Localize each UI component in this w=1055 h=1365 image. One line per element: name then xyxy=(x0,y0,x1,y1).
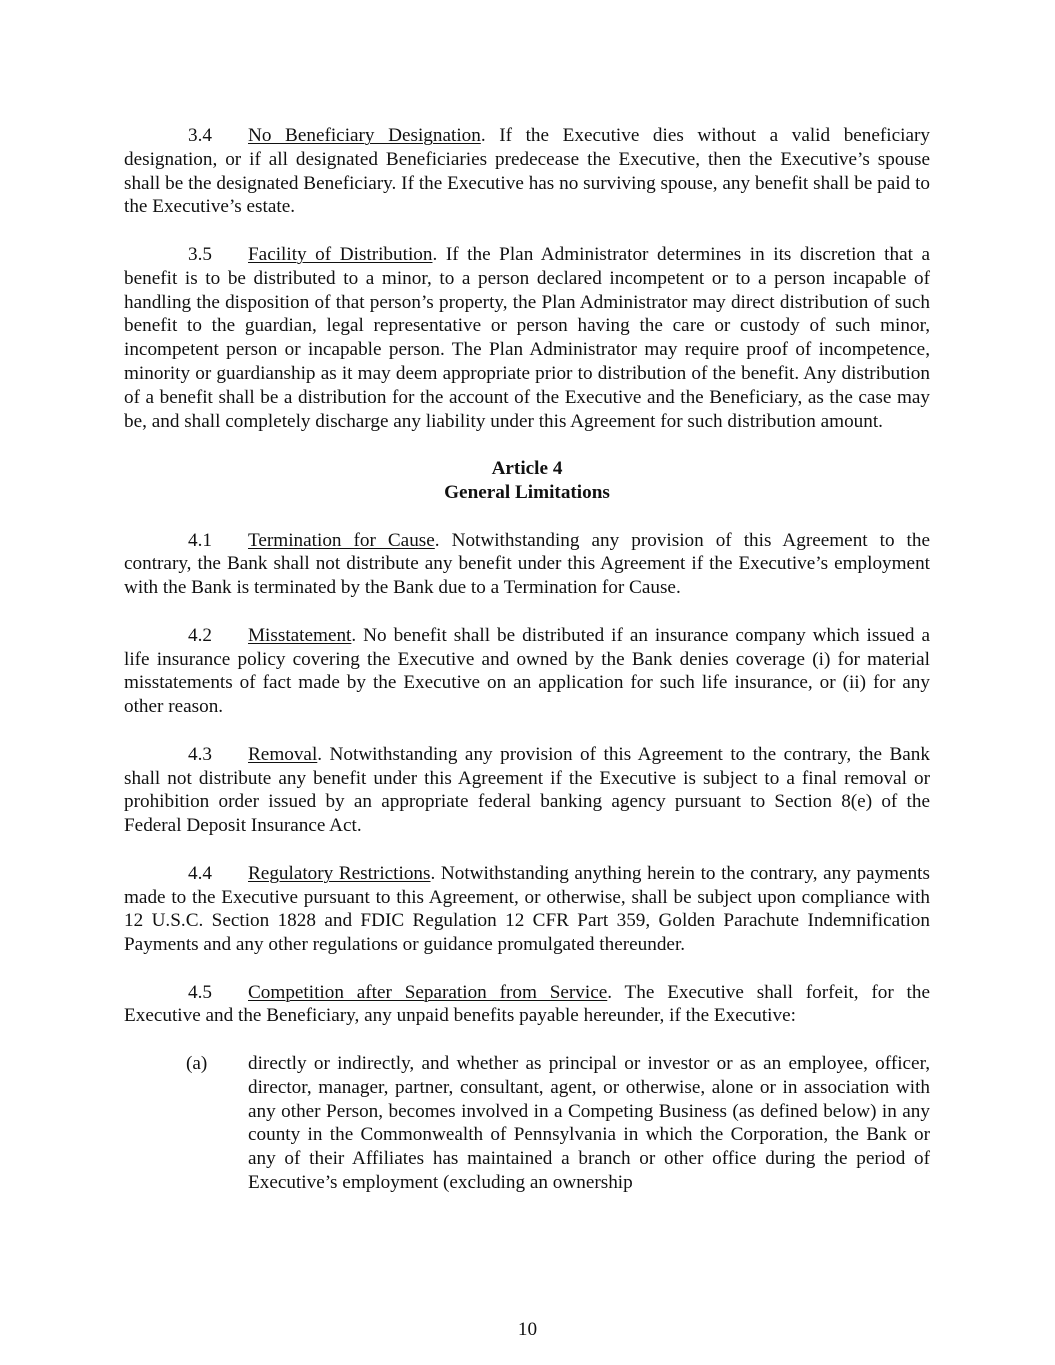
section-text: . If the Executive dies without a valid beneficiary designation, or if all designated Beneficiaries predecease the Executive, then the Executive’s spouse shall be the designated Beneficiary. If the Executive has no surviving spouse, any benefit shall be paid to the Executive’s estate. xyxy=(124,125,930,218)
section-number: 4.3 xyxy=(188,743,212,765)
section-number: 4.4 xyxy=(188,862,212,884)
section-number: 4.2 xyxy=(188,624,212,646)
section-text: . Notwithstanding anything herein to the contrary, any payments made to the Executive pursuant to this Agreement, or otherwise, shall be subject upon compliance with 12 U.S.C. Section 1828 and FDIC Regulation 12 CFR Part 359, Golden Parachute Indemnification Payments and any other regulations or guidance promulgated thereunder. xyxy=(124,862,930,956)
section-text: . No benefit shall be distributed if an insurance company which issued a life insurance policy covering the Executive and owned by the Bank denies coverage (i) for material misstatements of fact made by the Executive on an application for such life insurance, or (ii) for any other reason. xyxy=(124,624,930,718)
list-item-label: (a) xyxy=(186,1053,208,1075)
list-item-a xyxy=(124,1052,930,1195)
list-item-text: directly or indirectly, and whether as principal or investor or as an employee, officer, director, manager, partner, consultant, agent, or otherwise, alone or in association with any other Person, becomes involved in a Competing Business (as defined below) in any county in the Commonwealth of Pennsylvania in which the Corporation, the Bank or any of their Affiliates has maintained a branch or other office during the period of Executive’s employment (excluding an ownership xyxy=(248,1053,930,1194)
article-4-heading xyxy=(124,457,930,505)
section-heading: Termination for Cause xyxy=(248,529,435,551)
section-heading: Misstatement xyxy=(248,624,352,646)
section-4-5 xyxy=(124,981,930,1029)
section-heading: No Beneficiary Designation xyxy=(248,125,481,146)
section-number: 4.5 xyxy=(188,981,212,1003)
section-heading: Regulatory Restrictions xyxy=(248,862,431,884)
section-4-2 xyxy=(124,624,930,719)
article-title: General Limitations xyxy=(444,481,610,503)
section-heading: Competition after Separation from Service xyxy=(248,981,608,1003)
section-text: . If the Plan Administrator determines in its discretion that a benefit is to be distributed to a minor, to a person declared incompetent or to a person incapable of handling the disposition of that person’s property, the Plan Administrator may direct distribution of such benefit to the guardian, legal representative or person having the care or custody of such minor, incompetent person or incapable person. The Plan Administrator may require proof of incompetence, minority or guardianship as it may deem appropriate prior to distribution of the benefit. Any distribution of a benefit shall be a distribution for the account of the Executive and the Beneficiary, as the case may be, and shall completely discharge any liability under this Agreement for such distribution amount. xyxy=(124,243,930,432)
section-number: 3.4 xyxy=(188,125,212,146)
article-number: Article 4 xyxy=(491,458,563,480)
section-text: . The Executive shall forfeit, for the Executive and the Beneficiary, any unpaid benefits payable hereunder, if the Executive: xyxy=(124,981,930,1027)
section-text: . Notwithstanding any provision of this Agreement to the contrary, the Bank shall not distribute any benefit under this Agreement if the Executive’s employment with the Bank is terminated by the Bank due to a Termination for Cause. xyxy=(124,529,930,599)
page-number: 10 xyxy=(517,1319,538,1340)
section-4-1 xyxy=(124,529,930,600)
section-4-3 xyxy=(124,743,930,838)
section-number: 4.1 xyxy=(188,529,212,551)
section-3-4 xyxy=(124,124,930,219)
section-number: 3.5 xyxy=(188,243,212,265)
document-body xyxy=(124,124,930,1195)
section-text: . Notwithstanding any provision of this Agreement to the contrary, the Bank shall not distribute any benefit under this Agreement if the Executive is subject to a final removal or prohibition order issued by an appropriate federal banking agency pursuant to Section 8(e) of the Federal Deposit Insurance Act. xyxy=(124,743,930,837)
section-heading: Facility of Distribution xyxy=(248,243,433,265)
section-4-4 xyxy=(124,862,930,957)
section-heading: Removal xyxy=(248,743,318,765)
section-3-5 xyxy=(124,243,930,433)
